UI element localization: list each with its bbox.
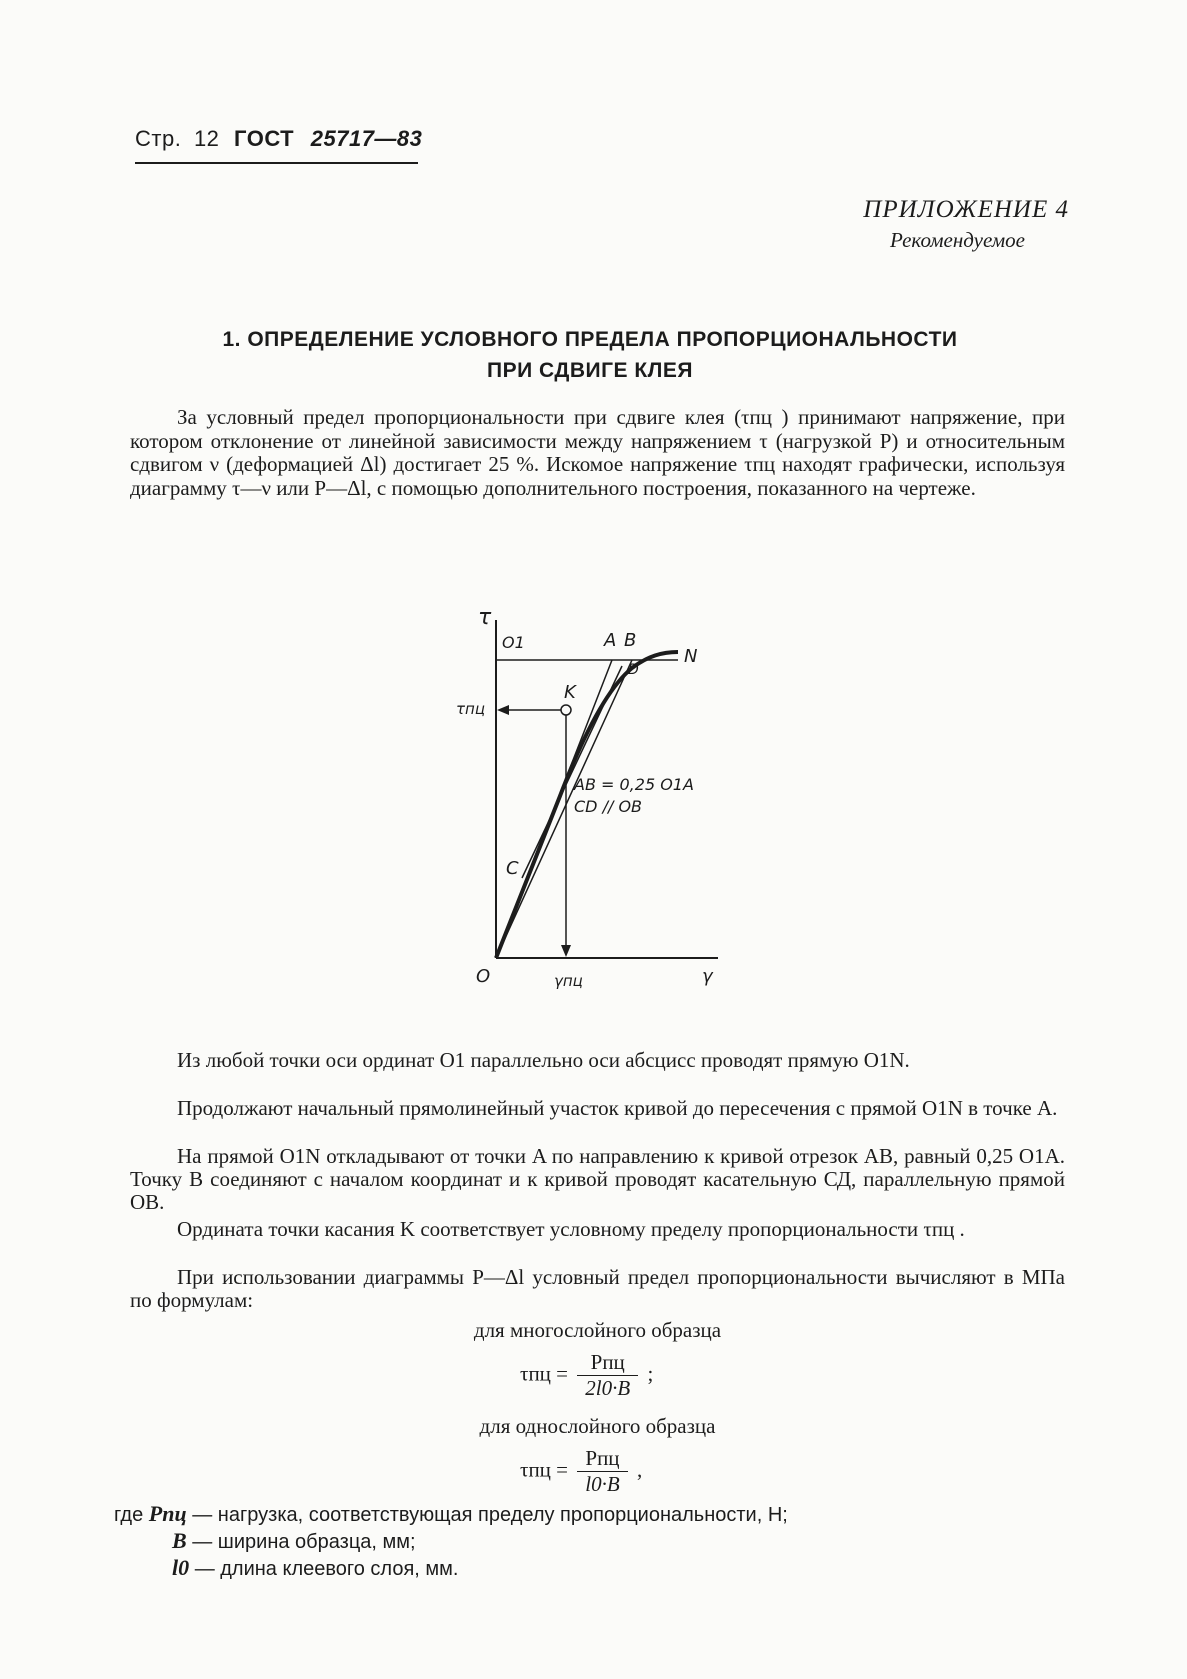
formula-single-denominator: l0·B [585, 1472, 620, 1496]
formula-single: τпц = $\frac{\text{Pпц}}{l0\cdot B}$ , [520, 1446, 643, 1496]
note-ab: AB = 0,25 O1A [574, 775, 694, 794]
definition-b-symbol: B [172, 1528, 187, 1553]
definition-p [114, 1501, 788, 1528]
point-k-marker [561, 705, 571, 715]
formula-multi-numerator: Pпц [577, 1350, 638, 1376]
definition-b [114, 1528, 788, 1555]
formula-single-fraction [577, 1446, 627, 1497]
step-1: Из любой точки оси ординат O1 параллельно оси абсцисс проводят прямую O1N. [177, 1048, 910, 1072]
definition-where: где [114, 1504, 144, 1526]
header-rule [135, 162, 418, 164]
appendix-block [863, 196, 1069, 253]
point-a-label: A [604, 630, 617, 651]
tau-gamma-diagram [456, 610, 736, 1000]
gamma-pc-label: γпц [554, 972, 583, 990]
standard-number: 25717—83 [310, 126, 423, 151]
definition-l-symbol: l0 [172, 1555, 190, 1580]
tau-arrowhead [497, 705, 509, 715]
point-c-label: C [506, 858, 519, 879]
step-4: Ордината точки касания K соответствует условному пределу пропорциональности τпц . [177, 1217, 965, 1241]
heading-line-1: 1. ОПРЕДЕЛЕНИЕ УСЛОВНОГО ПРЕДЕЛА ПРОПОРЦИОНАЛЬНОСТИ [222, 328, 958, 351]
point-d-label: D [628, 662, 639, 678]
formula-multi-end: ; [647, 1361, 654, 1386]
page-label: Стр. [135, 126, 182, 151]
point-k-label: K [564, 682, 576, 703]
section-heading [120, 324, 1060, 386]
heading-line-2: ПРИ СДВИГЕ КЛЕЯ [486, 359, 694, 382]
point-b-label: B [624, 630, 637, 651]
tau-pc-label: τпц [456, 700, 486, 718]
definition-p-text: — нагрузка, соответствующая пределу пропорциональности, Н; [192, 1504, 788, 1526]
origin-label: O [476, 966, 491, 987]
step-3: На прямой O1N откладывают от точки A по направлению к кривой отрезок AB, равный 0,25 O1A. Точку B соединяют с началом координат и к кривой проводят касательную СД, параллельную прямой OB. [130, 1144, 1065, 1214]
definition-b-text: — ширина образца, мм; [192, 1531, 416, 1553]
definition-l [114, 1555, 788, 1582]
definitions-list [114, 1501, 788, 1582]
note-cd: CD // OB [574, 797, 643, 816]
page-header [135, 126, 422, 152]
formula-multi-denominator: 2l0·B [585, 1376, 631, 1400]
formula-multi: τпц = $\frac{\text{Pпц}}{2l0\cdot B}$ ; [520, 1350, 654, 1400]
definition-l-text: — длина клеевого слоя, мм. [194, 1558, 459, 1580]
intro-paragraph: За условный предел пропорциональности при сдвиге клея (τпц ) принимают напряжение, при котором отклонение от линейной зависимости между напряжением τ (нагрузкой P) и относительным сдвигом ν (деформацией Δl) достигает 25 %. Искомое напряжение τпц находят графически, используя диаграмму τ—ν или P—Δl, с помощью дополнительного построения, показанного на чертеже. [130, 405, 1065, 500]
formula-single-lhs: τпц [520, 1457, 551, 1482]
formula-single-end: , [636, 1457, 643, 1482]
formula-multi-fraction [577, 1350, 638, 1401]
x-axis-label: γ [702, 966, 713, 987]
gamma-arrowhead [561, 945, 571, 957]
formula-multi-label: для многослойного образца [473, 1318, 722, 1342]
standard-name: ГОСТ [234, 126, 295, 151]
step-2: Продолжают начальный прямолинейный участок кривой до пересечения с прямой O1N в точке A. [177, 1096, 1058, 1120]
point-o1-label: O1 [502, 633, 525, 652]
point-n-label: N [684, 646, 698, 667]
formula-single-numerator: Pпц [577, 1446, 627, 1472]
formula-multi-lhs: τпц [520, 1361, 551, 1386]
appendix-subtitle: Рекомендуемое [890, 228, 1025, 252]
step-5: При использовании диаграммы P—Δl условный предел пропорциональности вычисляют в МПа по формулам: [130, 1265, 1065, 1312]
definition-p-symbol: Pпц [148, 1501, 187, 1526]
appendix-title: ПРИЛОЖЕНИЕ 4 [863, 196, 1069, 223]
y-axis-label: τ [478, 610, 492, 630]
page-number: 12 [193, 126, 220, 151]
formula-single-label: для однослойного образца [479, 1414, 716, 1438]
